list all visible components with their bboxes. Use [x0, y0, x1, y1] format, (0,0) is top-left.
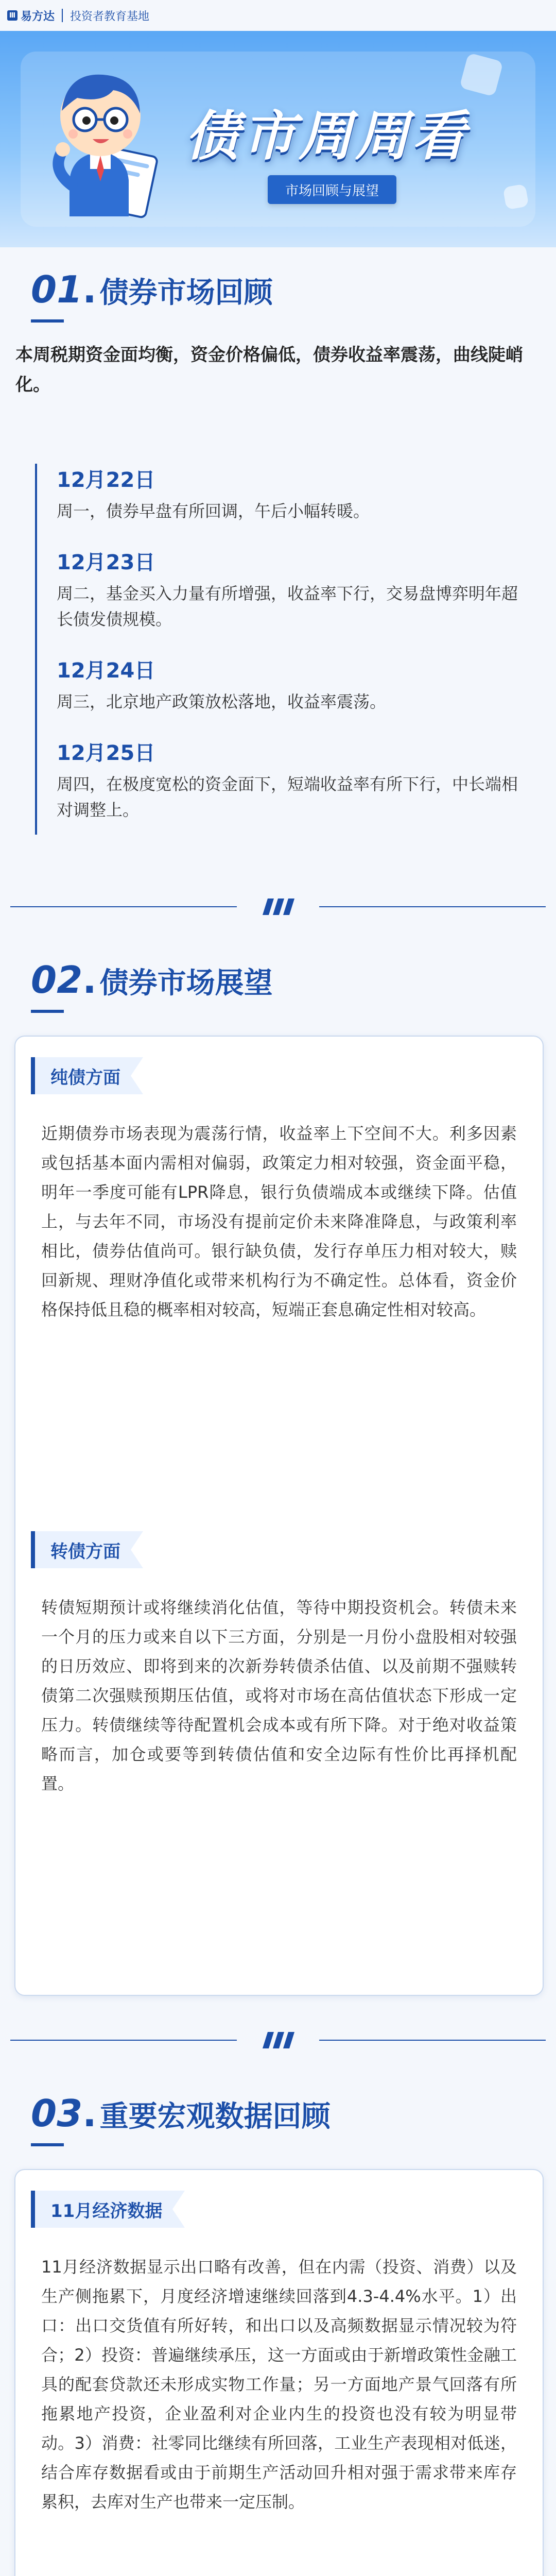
timeline-date: 12月24日 [57, 659, 155, 683]
card-body-text: 11月经济数据显示出口略有改善，但在内需（投资、消费）以及生产侧拖累下，月度经济增速继续回落到4.3-4.4%水平。1）出口：出口交货值有所好转，和出口以及高频数据显示情况较为符合；2）投资：普遍继续承压，这一方面或由于新增政策性金融工具的配套贷款还未形成实物工作量；另一方面地产景气回落有所拖累地产投资，企业盈利对企业内生的投资也没有较为明显带动。3）消费：社零同比继续有所回落，工业生产表现相对低迷，结合库存数据看或由于前期生产活动回升相对强于需求带来库存累积，去库对生产也带来一定压制。 [41, 2257, 517, 2512]
timeline-entry [57, 546, 530, 632]
timeline-rail [35, 464, 37, 835]
divider-slashes-icon [257, 896, 299, 917]
card-body-text: 近期债券市场表现为震荡行情，收益率上下空间不大。利多因素或包括基本面内需相对偏弱，政策定力相对较强，资金面平稳，明年一季度可能有LPR降息，银行负债端成本或继续下降。估值上，与去年不同，市场没有提前定价未来降准降息，与政策利率相比，债券估值尚可。银行缺负债，发行存单压力相对较大，赎回新规、理财净值化或带来机构行为不确定性。总体看，资金价格保持低且稳的概率相对较高，短端正套息确定性相对较高。 [41, 1124, 517, 1319]
timeline-text: 周四，在极度宽松的资金面下，短端收益率有所下行，中长端相对调整上。 [57, 774, 518, 820]
timeline-text: 周三，北京地产政策放松落地，收益率震荡。 [57, 692, 387, 711]
timeline-date: 12月23日 [57, 551, 155, 574]
outlook-card [14, 1036, 544, 1996]
hero-title: 债市周周看 [185, 105, 469, 167]
section-1-lead: 本周税期资金面均衡，资金价格偏低，债券收益率震荡，曲线陡峭化。 [15, 345, 523, 395]
brand-tagline: 投资者教育基地 [70, 10, 150, 23]
section-title: 重要宏观数据回顾 [99, 2100, 331, 2133]
top-bar [0, 0, 556, 31]
section-2-heading: 02 . 债券市场展望 [31, 958, 273, 1002]
hero-banner [0, 31, 556, 247]
section-title: 债券市场回顾 [99, 276, 273, 310]
timeline-entry [57, 464, 530, 524]
timeline-date: 12月22日 [57, 468, 155, 492]
section-title: 债券市场展望 [99, 967, 273, 1000]
section-underline [31, 1010, 64, 1013]
section-number: 01 [31, 268, 83, 311]
section-number: 03 [31, 2092, 83, 2135]
timeline-entry [57, 654, 530, 715]
card-body-text: 转债短期预计或将继续消化估值，等待中期投资机会。转债未来一个月的压力或来自以下三方面，分别是一月份小盘股相对较强的日历效应、即将到来的次新券转债杀估值、以及前期不强赎转债第二次强赎预期压估值，或将对市场在高估值状态下形成一定压力。转债继续等待配置机会成本或有所下降。对于绝对收益策略而言，加仓或要等到转债估值和安全边际有性价比再择机配置。 [41, 1598, 517, 1793]
brand-name: 易方达 [21, 10, 55, 23]
timeline-entry [57, 737, 530, 823]
divider-slashes-icon [257, 2030, 299, 2050]
card-chip-title: 转债方面 [31, 1531, 143, 1568]
macro-data-card [14, 2169, 544, 2576]
section-divider [0, 2030, 556, 2050]
section-3-heading: 03 . 重要宏观数据回顾 [31, 2092, 331, 2135]
mascot-character-icon [41, 62, 160, 222]
timeline-date: 12月25日 [57, 741, 155, 765]
timeline-text: 周二，基金买入力量有所增强，收益率下行，交易盘博弈明年超长债发债规模。 [57, 584, 518, 629]
section-number: 02 [31, 958, 83, 1002]
brand-logo-icon: Ⅲ [7, 10, 18, 21]
timeline-text: 周一，债券早盘有所回调，午后小幅转暖。 [57, 501, 370, 521]
section-underline [31, 2143, 64, 2146]
section-divider [0, 896, 556, 917]
card-chip-title: 11月经济数据 [31, 2191, 185, 2228]
section-1-heading: 01 . 债券市场回顾 [31, 268, 273, 311]
topbar-divider [62, 9, 63, 22]
hero-subtitle-badge: 市场回顾与展望 [268, 175, 396, 204]
card-chip-title: 纯债方面 [31, 1057, 143, 1094]
section-underline [31, 319, 64, 323]
